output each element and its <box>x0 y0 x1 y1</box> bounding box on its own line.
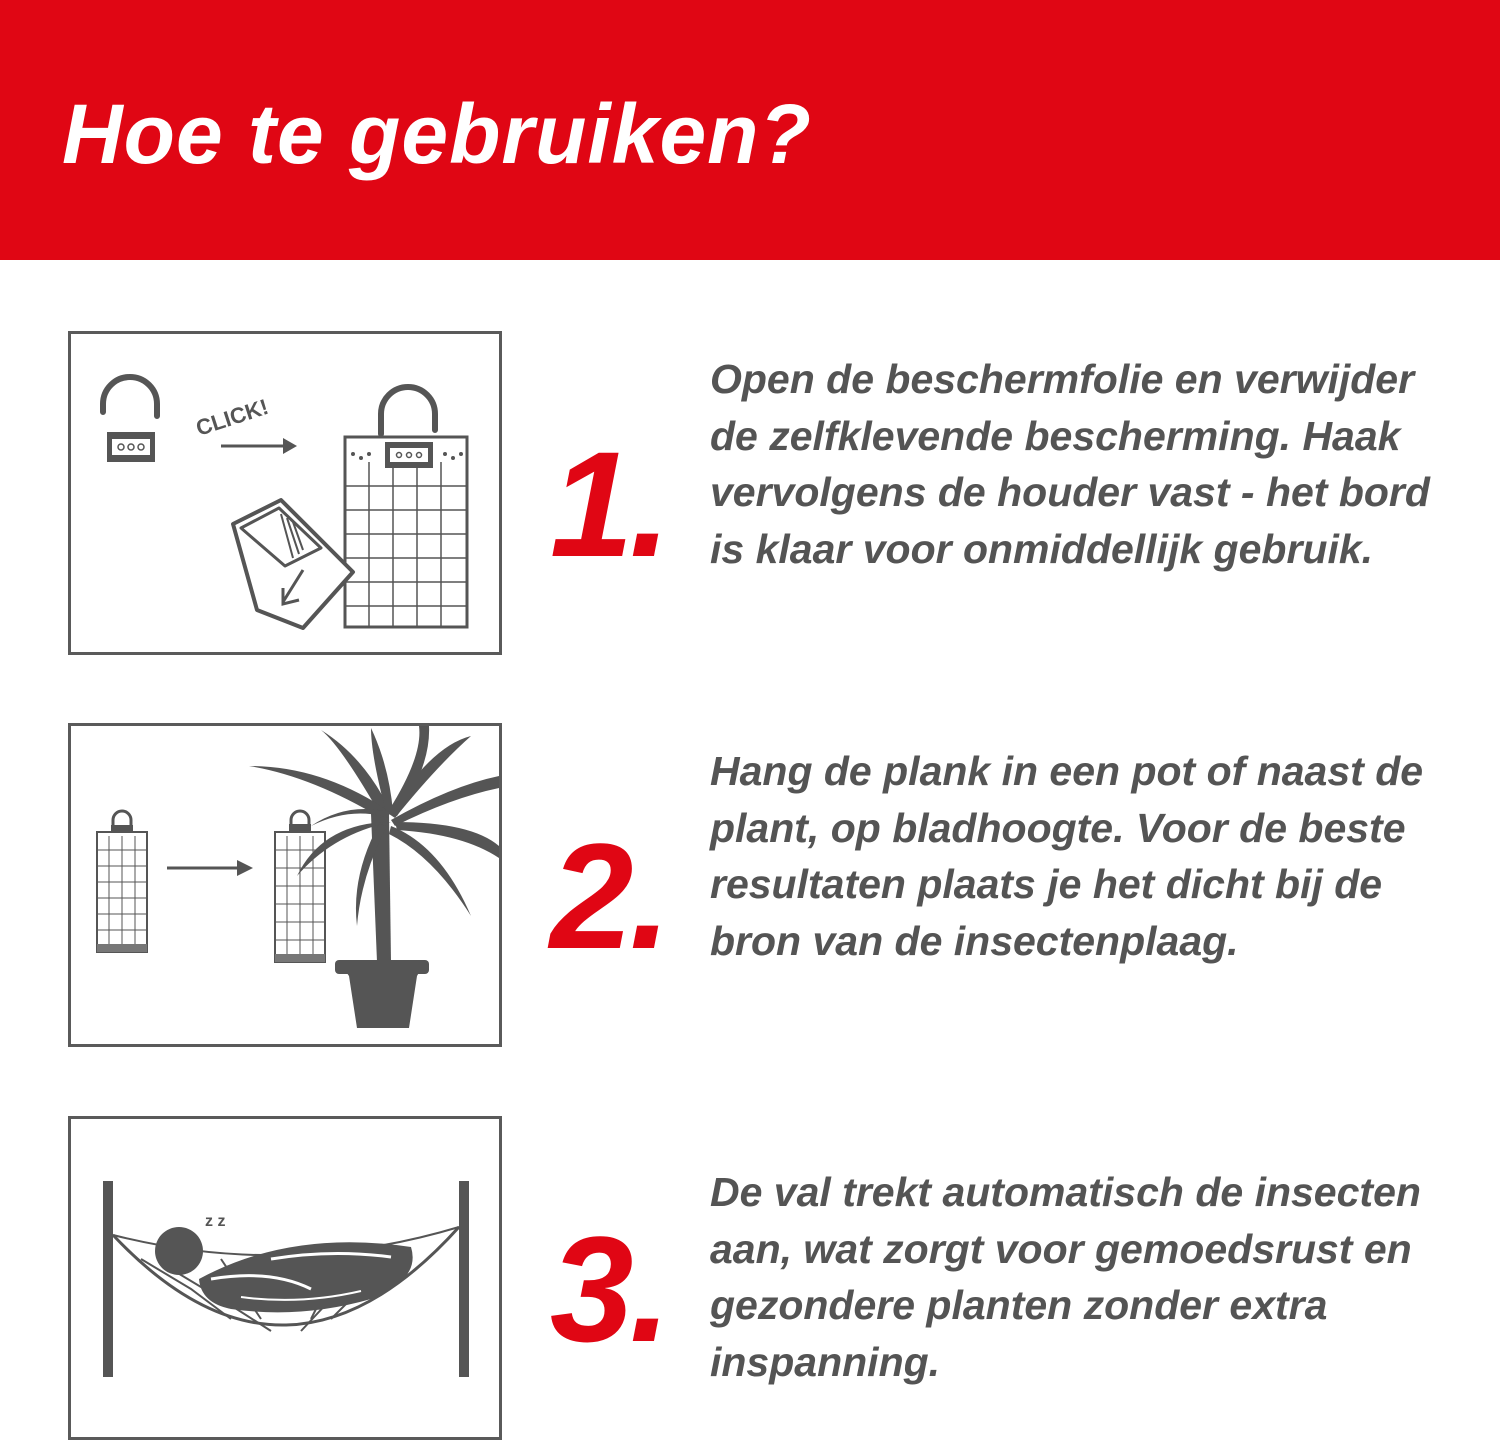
step-3-illustration <box>68 1116 502 1440</box>
page-title: Hoe te gebruiken? <box>62 87 812 181</box>
sleep-label: z z <box>205 1213 226 1230</box>
step-description: Hang de plank in een pot of naast de plant, op bladhoogte. Voor de beste resultaten plaats je het dicht bij de bron van de insectenplaag. <box>710 748 1424 964</box>
step-number: 3. <box>550 1205 668 1373</box>
step-2-illustration <box>68 723 502 1047</box>
step-description: Open de beschermfolie en verwijder de zelfklevende bescherming. Haak vervolgens de houder vast - het bord is klaar voor onmiddellijk gebruik. <box>710 356 1430 572</box>
step-1-illustration <box>68 331 502 655</box>
trap-assembly-icon <box>71 334 499 652</box>
header-banner <box>0 0 1500 260</box>
step-number: 2. <box>550 812 668 980</box>
click-label: CLICK! <box>192 393 272 441</box>
step-description: De val trekt automatisch de insecten aan, wat zorgt voor gemoedsrust en gezondere planten zonder extra inspanning. <box>710 1169 1421 1385</box>
step-number: 1. <box>550 420 668 588</box>
plant-placement-icon <box>71 726 499 1044</box>
hammock-rest-icon <box>71 1119 499 1437</box>
